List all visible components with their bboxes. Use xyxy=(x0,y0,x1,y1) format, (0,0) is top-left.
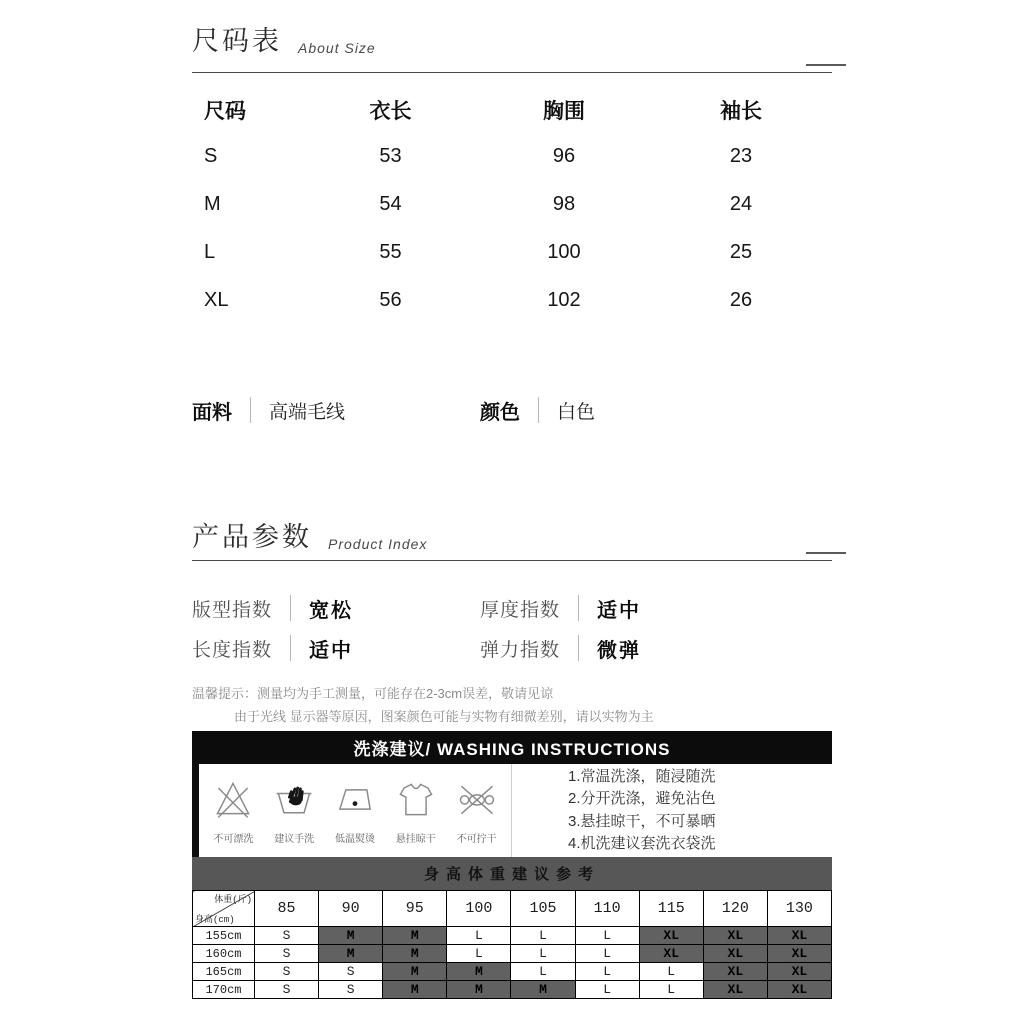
size-reco-cell: L xyxy=(447,945,511,963)
size-chart-row xyxy=(192,132,832,180)
height-weight-row xyxy=(193,963,832,981)
size-reco-cell: M xyxy=(319,945,383,963)
size-value: S xyxy=(204,144,218,167)
size-value: M xyxy=(204,192,221,215)
weight-header-cell: 130 xyxy=(767,891,831,927)
size-reco-cell: XL xyxy=(703,963,767,981)
washing-icon-label: 不可漂洗 xyxy=(213,833,254,845)
tip-line-1: 温馨提示：测量均为手工测量，可能存在2-3cm误差，敬请见谅 xyxy=(192,686,554,701)
size-reco-cell: XL xyxy=(767,981,831,999)
weight-header-cell: 90 xyxy=(319,891,383,927)
height-weight-table xyxy=(192,890,832,999)
fabric-color-line xyxy=(192,394,832,426)
size-chart-header-row xyxy=(192,88,832,132)
size-value: L xyxy=(204,240,216,263)
size-section-header xyxy=(192,18,832,58)
size-reco-cell: M xyxy=(447,981,511,999)
index-label: 弹力指数 xyxy=(480,639,561,661)
washing-instructions-body xyxy=(192,764,832,857)
size-chart-row xyxy=(192,228,832,276)
size-reco-cell: S xyxy=(319,963,383,981)
size-reco-cell: M xyxy=(319,927,383,945)
size-reco-cell: L xyxy=(575,927,639,945)
product-index-item xyxy=(480,628,832,668)
size-reco-cell: XL xyxy=(767,963,831,981)
sleeve-value: 23 xyxy=(729,144,753,167)
washing-step: 2.分开洗涤，避免沾色 xyxy=(568,790,716,807)
vertical-divider xyxy=(250,397,251,423)
size-reco-cell: S xyxy=(255,945,319,963)
weight-header-cell: 110 xyxy=(575,891,639,927)
index-value: 宽松 xyxy=(309,599,354,622)
index-value: 适中 xyxy=(309,639,354,662)
corner-height-label: 身高(cm) xyxy=(195,915,235,925)
size-section-subtitle: About Size xyxy=(298,40,376,56)
size-chart-col-bust: 胸围 xyxy=(543,100,585,123)
color-label: 颜色 xyxy=(480,401,520,424)
product-index-item xyxy=(192,628,480,668)
washing-icons-row xyxy=(199,764,512,857)
size-reco-cell: XL xyxy=(703,945,767,963)
fabric-label: 面料 xyxy=(192,401,232,424)
index-value: 微弹 xyxy=(597,639,642,662)
washing-steps-list xyxy=(512,764,832,857)
washing-figure xyxy=(211,777,255,845)
index-label: 版型指数 xyxy=(192,599,273,621)
vertical-divider xyxy=(538,397,539,423)
sleeve-value: 24 xyxy=(729,192,753,215)
washing-icon-label: 悬挂晾干 xyxy=(395,833,436,845)
size-reco-cell: XL xyxy=(639,927,703,945)
size-reco-cell: XL xyxy=(639,945,703,963)
bust-value: 102 xyxy=(547,288,581,311)
bust-value: 100 xyxy=(547,240,581,263)
height-weight-banner: 身高体重建议参考 xyxy=(192,857,832,890)
fabric-group xyxy=(192,396,480,425)
washing-step: 1.常温洗涤，随浸随洗 xyxy=(568,767,716,785)
size-reco-cell: S xyxy=(255,981,319,999)
size-chart-row xyxy=(192,276,832,324)
washing-step: 4.机洗建议套洗衣袋洗 xyxy=(568,835,716,852)
height-label-cell: 165cm xyxy=(193,963,255,981)
size-reco-cell: S xyxy=(255,927,319,945)
washing-figure xyxy=(333,777,377,845)
vertical-divider xyxy=(290,595,291,621)
corner-weight-label: 体重(斤) xyxy=(214,895,252,905)
height-weight-row xyxy=(193,927,832,945)
weight-header-cell: 95 xyxy=(383,891,447,927)
index-label: 厚度指数 xyxy=(480,599,561,621)
section-divider xyxy=(192,560,832,561)
size-chart-col-size: 尺码 xyxy=(204,100,246,123)
product-index-grid xyxy=(192,588,832,668)
fabric-value: 高端毛线 xyxy=(269,401,346,423)
hang-dry-icon xyxy=(394,777,438,826)
size-reco-cell: S xyxy=(255,963,319,981)
length-value: 53 xyxy=(379,144,402,167)
size-reco-cell: M xyxy=(383,963,447,981)
washing-instructions-banner: 洗涤建议/ WASHING INSTRUCTIONS xyxy=(192,731,832,764)
size-chart-body xyxy=(192,132,832,324)
size-reco-cell: XL xyxy=(703,927,767,945)
index-value: 适中 xyxy=(597,599,642,622)
divider-accent-dash xyxy=(806,64,846,66)
size-reco-cell: XL xyxy=(703,981,767,999)
size-chart-col-length: 衣长 xyxy=(369,100,412,123)
bust-value: 96 xyxy=(552,144,576,167)
size-section-title: 尺码表 xyxy=(192,26,282,56)
tip-line-2: 由于光线 显示器等原因，图案颜色可能与实物有细微差别，请以实物为主 xyxy=(234,709,654,724)
size-reco-cell: M xyxy=(511,981,575,999)
divider-accent-dash xyxy=(806,552,846,554)
product-index-item xyxy=(480,588,832,628)
size-reco-cell: L xyxy=(575,981,639,999)
sleeve-value: 25 xyxy=(729,240,753,263)
size-reco-cell: L xyxy=(511,963,575,981)
size-reco-cell: S xyxy=(319,981,383,999)
washing-icon-label: 不可拧干 xyxy=(456,833,497,845)
size-reco-cell: L xyxy=(575,945,639,963)
size-reco-cell: L xyxy=(639,963,703,981)
sleeve-value: 26 xyxy=(729,288,753,311)
washing-figure xyxy=(272,777,316,845)
product-index-item xyxy=(192,588,480,628)
height-label-cell: 160cm xyxy=(193,945,255,963)
size-reco-cell: M xyxy=(383,927,447,945)
size-reco-cell: M xyxy=(383,945,447,963)
product-section-subtitle: Product Index xyxy=(328,536,428,552)
low-temp-iron-icon xyxy=(333,777,377,826)
height-label-cell: 170cm xyxy=(193,981,255,999)
size-reco-cell: L xyxy=(511,945,575,963)
size-reco-cell: M xyxy=(383,981,447,999)
size-reco-cell: L xyxy=(511,927,575,945)
length-value: 54 xyxy=(379,192,402,215)
corner-cell xyxy=(193,891,255,927)
length-value: 55 xyxy=(379,240,402,263)
size-reco-cell: L xyxy=(639,981,703,999)
weight-header-cell: 105 xyxy=(511,891,575,927)
weight-header-cell: 115 xyxy=(639,891,703,927)
washing-figure xyxy=(394,777,438,845)
section-divider xyxy=(192,72,832,73)
no-bleach-icon xyxy=(211,777,255,826)
product-section-title: 产品参数 xyxy=(192,522,312,552)
weight-header-cell: 85 xyxy=(255,891,319,927)
height-weight-row xyxy=(193,945,832,963)
height-weight-header-row xyxy=(193,891,832,927)
washing-icon-label: 建议手洗 xyxy=(274,833,315,845)
product-section-header xyxy=(192,514,832,554)
size-reco-cell: XL xyxy=(767,927,831,945)
height-weight-body xyxy=(193,927,832,999)
weight-header-cell: 100 xyxy=(447,891,511,927)
height-weight-row xyxy=(193,981,832,999)
size-chart-col-sleeve: 袖长 xyxy=(720,100,762,123)
size-reco-cell: XL xyxy=(767,945,831,963)
size-chart-table xyxy=(192,88,832,324)
washing-icon-label: 低温熨烫 xyxy=(334,833,375,845)
vertical-divider xyxy=(578,635,579,661)
color-group xyxy=(480,396,595,425)
color-value: 白色 xyxy=(557,401,596,423)
product-detail-page xyxy=(192,0,832,999)
size-reco-cell: L xyxy=(447,927,511,945)
hand-wash-icon xyxy=(272,777,316,826)
height-label-cell: 155cm xyxy=(193,927,255,945)
measurement-tips xyxy=(192,682,832,728)
no-wring-icon xyxy=(455,777,499,826)
bust-value: 98 xyxy=(552,192,576,215)
length-value: 56 xyxy=(379,288,402,311)
size-reco-cell: M xyxy=(447,963,511,981)
size-chart-row xyxy=(192,180,832,228)
size-value: XL xyxy=(204,288,229,311)
vertical-divider xyxy=(578,595,579,621)
weight-header-cell: 120 xyxy=(703,891,767,927)
vertical-divider xyxy=(290,635,291,661)
size-reco-cell: L xyxy=(575,963,639,981)
index-label: 长度指数 xyxy=(192,639,273,661)
washing-step: 3.悬挂晾干，不可暴晒 xyxy=(568,812,716,830)
washing-figure xyxy=(455,777,499,845)
